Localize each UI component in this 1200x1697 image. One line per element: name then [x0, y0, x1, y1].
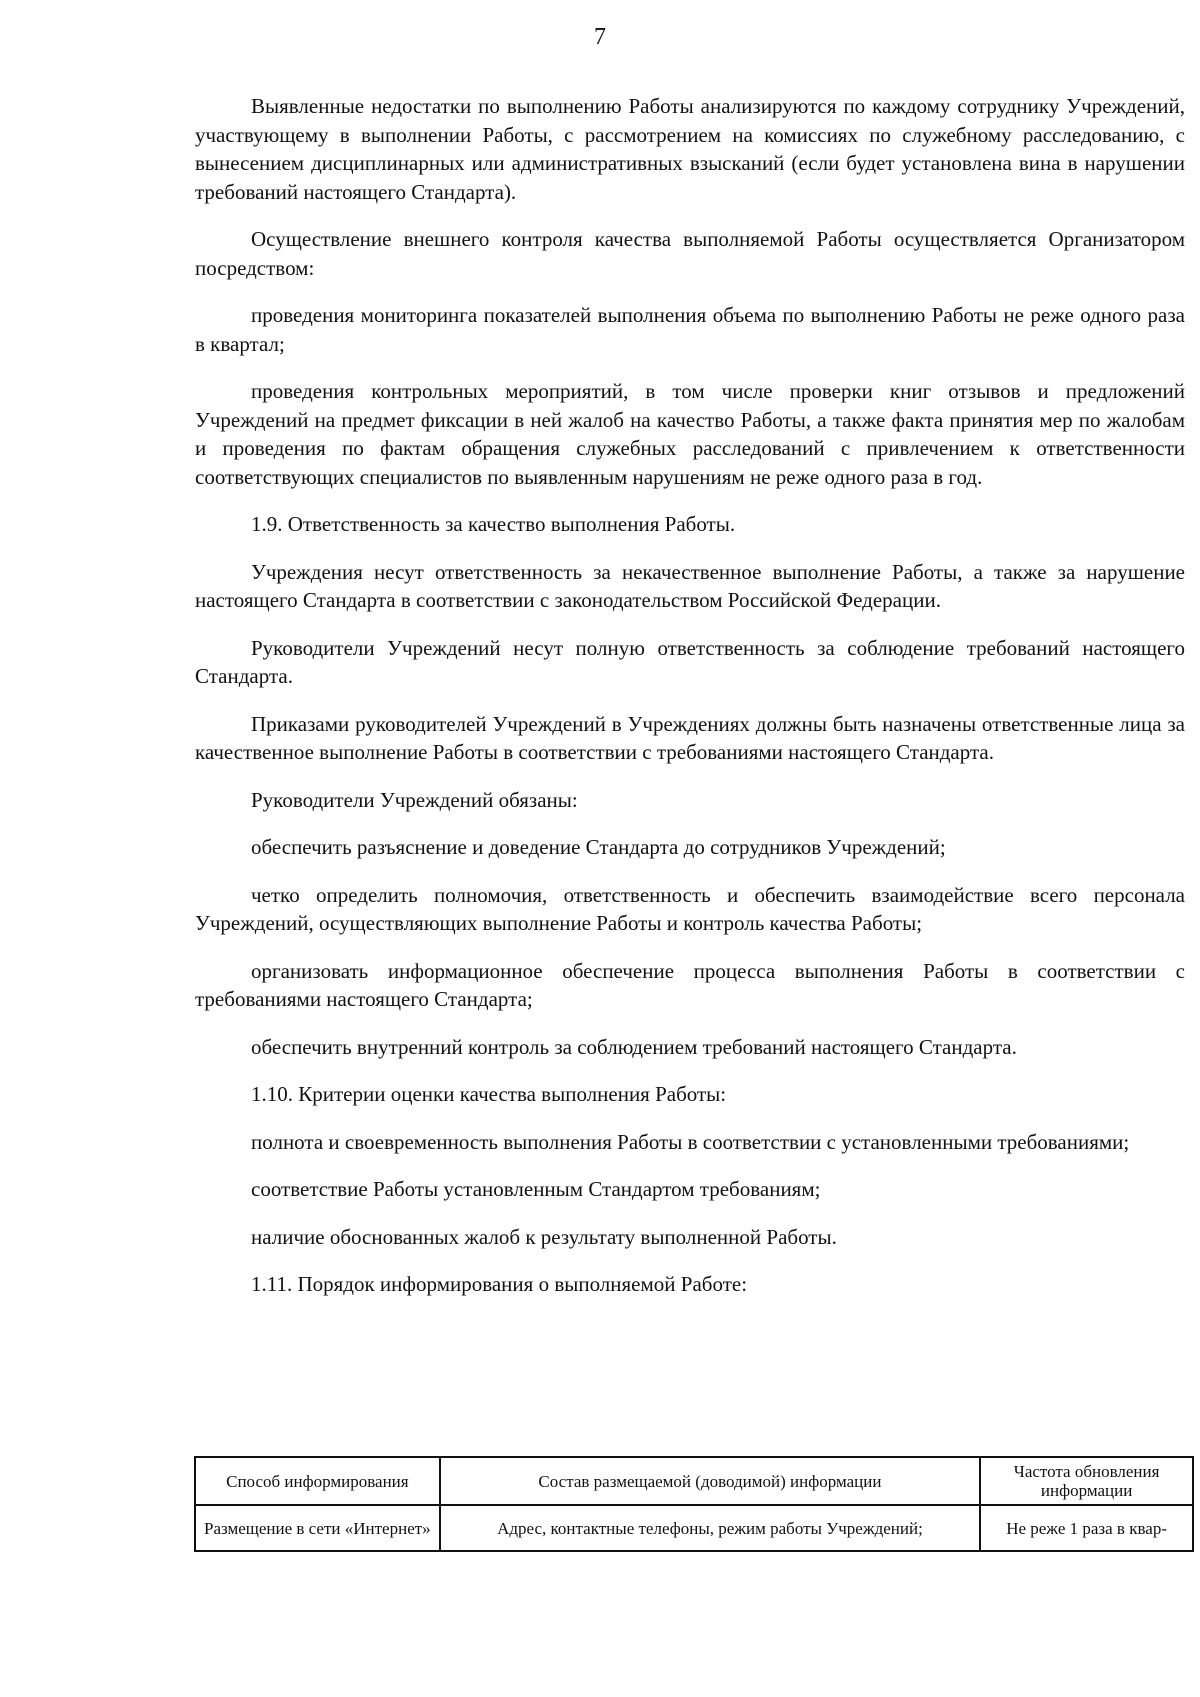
list-item: организовать информационное обеспечение процесса выполнения Работы в соответствии с требованиями настоящего Стандарта;	[195, 958, 1185, 1011]
section-heading: 1.10. Критерии оценки качества выполнения Работы:	[251, 1082, 727, 1106]
list-item: обеспечить внутренний контроль за соблюдением требований настоящего Стандарта.	[251, 1034, 1017, 1059]
section-heading: 1.9. Ответственность за качество выполнения Работы.	[251, 512, 736, 536]
paragraph: Руководители Учреждений обязаны:	[251, 787, 578, 812]
paragraph: Выявленные недостатки по выполнению Работы анализируются по каждому сотруднику Учреждений, участвующему в выполнении Работы, с рассмотрением на комиссиях по служебному расследованию, с вынесением дисциплинарных или административных взысканий (если будет установлена вина в нарушении требований настоящего Стандарта).	[195, 94, 1185, 204]
list-item: соответствие Работы установленным Стандартом требованиям;	[251, 1177, 821, 1201]
paragraph: Учреждения несут ответственность за некачественное выполнение Работы, а также за нарушение настоящего Стандарта в соответствии с законодательством Российской Федерации.	[195, 559, 1185, 612]
table-cell: Размещение в сети «Интернет»	[195, 1505, 440, 1551]
table-cell: Адрес, контактные телефоны, режим работы Учреждений;	[440, 1505, 980, 1551]
table-header-cell: Состав размещаемой (доводимой) информации	[440, 1457, 980, 1505]
paragraph: проведения мониторинга показателей выполнения объема по выполнению Работы не реже одного раза в квартал;	[195, 303, 1185, 356]
list-item: полнота и своевременность выполнения Работы в соответствии с установленными требованиями;	[251, 1129, 1130, 1154]
list-item: четко определить полномочия, ответственность и обеспечить взаимодействие всего персонала Учреждений, осуществляющих выполнение Работы и контроль качества Работы;	[195, 882, 1185, 935]
list-item: обеспечить разъяснение и доведение Стандарта до сотрудников Учреждений;	[251, 835, 946, 859]
document-body	[195, 92, 1185, 1318]
table-header-row	[195, 1457, 1193, 1505]
table-header-cell: Частота обновления информации	[980, 1457, 1193, 1505]
information-table	[194, 1456, 1194, 1552]
page-number: 7	[594, 24, 606, 50]
paragraph: Руководители Учреждений несут полную ответственность за соблюдение требований настоящего Стандарта.	[195, 635, 1185, 688]
list-item: наличие обоснованных жалоб к результату выполненной Работы.	[251, 1224, 837, 1249]
table-header-cell: Способ информирования	[195, 1457, 440, 1505]
paragraph: проведения контрольных мероприятий, в том числе проверки книг отзывов и предложений Учреждений на предмет фиксации в ней жалоб на качество Работы, а также факта принятия мер по жалобам и проведения по фактам обращения служебных расследований с привлечением к ответственности соответствующих специалистов по выявленным нарушениям не реже одного раза в год.	[195, 379, 1185, 489]
table-cell: Не реже 1 раза в квар-	[980, 1505, 1193, 1551]
table-row	[195, 1505, 1193, 1551]
paragraph: Приказами руководителей Учреждений в Учреждениях должны быть назначены ответственные лица за качественное выполнение Работы в соответствии с требованиями настоящего Стандарта.	[195, 711, 1185, 764]
paragraph: Осуществление внешнего контроля качества выполняемой Работы осуществляется Организатором посредством:	[195, 227, 1185, 280]
section-heading: 1.11. Порядок информирования о выполняемой Работе:	[251, 1272, 748, 1296]
